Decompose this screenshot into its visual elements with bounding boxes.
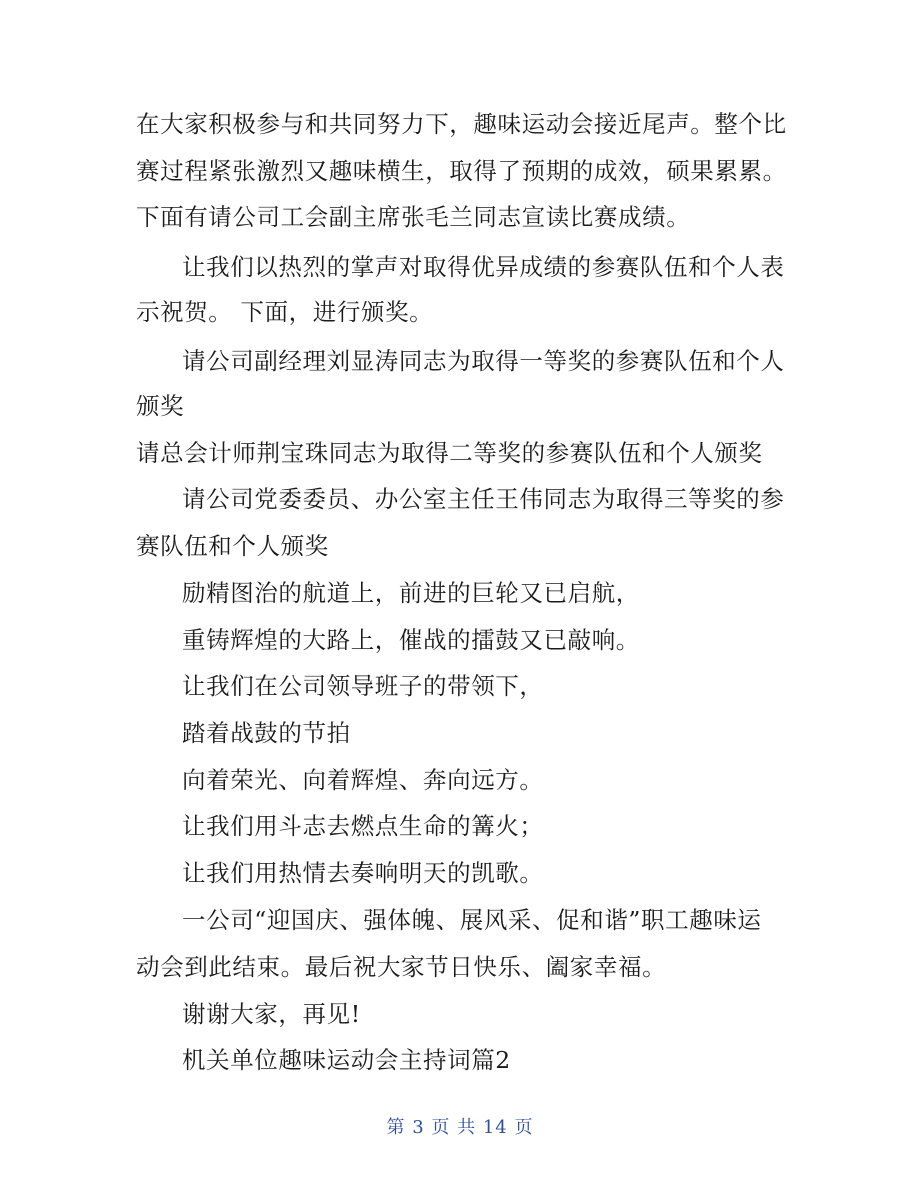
- verse-line: 励精图治的航道上，前进的巨轮又已启航，: [182, 579, 640, 607]
- paragraph-line: 示祝贺。 下面，进行颁奖。: [136, 298, 434, 326]
- verse-line: 让我们用热情去奏响明天的凯歌。: [182, 859, 544, 887]
- paragraph-line: 赛队伍和个人颁奖: [136, 532, 329, 560]
- verse-line: 踏着战鼓的节拍: [182, 719, 351, 747]
- paragraph-line: 下面有请公司工会副主席张毛兰同志宣读比赛成绩。: [136, 203, 691, 231]
- paragraph-line: 赛过程紧张激烈又趣味横生，取得了预期的成效，硕果累累。: [136, 157, 787, 185]
- paragraph-line: 让我们以热烈的掌声对取得优异成绩的参赛队伍和个人表: [182, 253, 785, 281]
- section-heading: 机关单位趣味运动会主持词篇2: [182, 1046, 511, 1074]
- paragraph-line: 请公司副经理刘显涛同志为取得一等奖的参赛队伍和个人: [182, 347, 785, 375]
- verse-line: 让我们用斗志去燃点生命的篝火；: [182, 812, 544, 840]
- paragraph-line: 请总会计师荆宝珠同志为取得二等奖的参赛队伍和个人颁奖: [136, 439, 763, 467]
- paragraph-line: 请公司党委委员、办公室主任王伟同志为取得三等奖的参: [182, 485, 785, 513]
- verse-line: 让我们在公司领导班子的带领下，: [182, 672, 544, 700]
- paragraph-line: 谢谢大家，再见!: [182, 1000, 361, 1028]
- verse-line: 向着荣光、向着辉煌、奔向远方。: [182, 766, 544, 794]
- verse-line: 重铸辉煌的大路上，催战的擂鼓又已敲响。: [182, 626, 640, 654]
- paragraph-line: 一公司“迎国庆、强体魄、展风采、促和谐”职工趣味运: [182, 906, 762, 934]
- paragraph-line: 在大家积极参与和共同努力下，趣味运动会接近尾声。整个比: [136, 110, 787, 138]
- page-number-footer: 第 3 页 共 14 页: [386, 1117, 534, 1138]
- paragraph-line: 颁奖: [136, 392, 185, 420]
- paragraph-line: 动会到此结束。最后祝大家节日快乐、阖家幸福。: [136, 953, 667, 981]
